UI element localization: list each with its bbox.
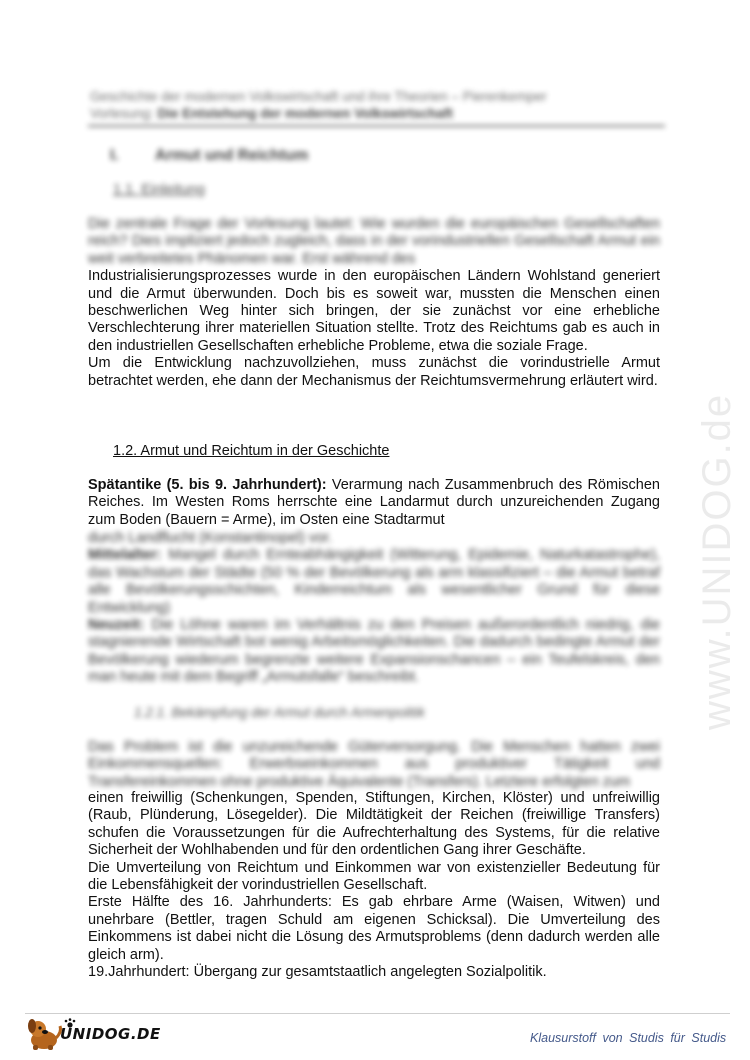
- spaetantike-continuation: durch Landflucht (Konstantinopel) vor.: [88, 530, 333, 546]
- problem-paragraph: [88, 790, 660, 981]
- dog-icon: [28, 1019, 61, 1050]
- logo-text: UNIDOG.DE: [60, 1025, 161, 1043]
- problem-text-1: einen freiwillig (Schenkungen, Spenden, Stiftungen, Kirchen, Klöster) und unfreiwillig (Raub, Plünderung, Lösegelder). Die Mildtätigkeit der Reichen (freiwillige Transfers) schufen die Voraussetzungen für die Aufrechterhaltung des Systems, für die relative Sicherheit der Wohlhabenden und für den ordentlichen Gang ihrer Geschäfte.: [88, 790, 660, 859]
- intro-text-blurred: Die zentrale Frage der Vorlesung lautet: Wie wurden die europäischen Gesellschaften reich? Dies impliziert jedoch zugleich, dass in der vorindustriellen Gesellschaft Armut ein weit verbreitetes Phänomen war. Erst während des: [88, 216, 660, 267]
- mittelalter-label: Mittelalter:: [88, 547, 162, 564]
- mittelalter-text: Mangel durch Ernteabhängigkeit (Witterung, Epidemie, Naturkatastrophe), das Wachstum der Städte (50 % der Bevölkerung als arm klassifiziert – die Armut betraf alle Bevölkerungsschichten, Kinderreichtum als wesentlicher Grund für diese Entwicklung): [88, 547, 660, 616]
- header-lecture-title: [90, 105, 665, 122]
- problem-paragraph-blurred: [88, 739, 660, 791]
- header-lecture-name: Die Entstehung der modernen Volkswirtschaft: [157, 106, 453, 121]
- problem-text-2: Die Umverteilung von Reichtum und Einkommen war von existenzieller Bedeutung für die Lebensfähigkeit der vorindustriellen Gesellschaft.: [88, 859, 660, 894]
- problem-text-3: Erste Hälfte des 16. Jahrhunderts: Es gab ehrbare Arme (Waisen, Witwen) und unehrbare (Bettler, tragen Schuld am eigenen Schicksal). Die Umverteilung des Einkommens ist dabei nicht die Lösung des Armutsproblems (denn dadurch werden alle gleich arm).: [88, 894, 660, 963]
- section-title: Armut und Reichtum: [155, 147, 309, 164]
- problem-text-4: 19.Jahrhundert: Übergang zur gesamtstaatlich angelegten Sozialpolitik.: [88, 964, 547, 981]
- footer-divider: [25, 1013, 730, 1014]
- intro-text: Industrialisierungsprozesses wurde in den europäischen Ländern Wohlstand generiert und die Armut überwunden. Doch bis es soweit war, mussten die Menschen einen beschwerlichen Weg hinter sich bringen, der sie zunächst vor eine erhebliche Verschlechterung ihrer materiellen Situation stellte. Trotz des Reichtums gab es auch in den industriellen Gesellschaften erhebliche Probleme, etwa die soziale Frage.: [88, 268, 660, 354]
- subsubsection-heading-armenpolitik: [134, 705, 425, 720]
- history-paragraph-blurred: [88, 530, 660, 687]
- header-divider: [88, 125, 665, 127]
- footer-tagline: Klausurstoff von Studis für Studis: [530, 1031, 727, 1045]
- subsubsection-title: Bekämpfung der Armut durch Armenpolitik: [171, 705, 425, 720]
- subsubsection-number: 1.2.1.: [134, 705, 172, 720]
- header-lecture-prefix: Vorlesung:: [90, 106, 158, 121]
- spaetantike-label: Spätantike (5. bis 9. Jahrhundert):: [88, 477, 327, 493]
- header-course-title: Geschichte der modernen Volkswirtschaft und ihre Theorien – Pierenkemper: [90, 89, 547, 104]
- running-header: [90, 88, 665, 122]
- intro-text-2: Um die Entwicklung nachzuvollziehen, muss zunächst die vorindustrielle Armut betrachtet werden, ehe dann der Mechanismus der Reichtumsvermehrung erläutert wird.: [88, 355, 660, 389]
- neuzeit-text: Die Löhne waren im Verhältnis zu den Preisen außerordentlich niedrig, die stagnierende Wirtschaft bot wenig Arbeitsmöglichkeiten. Die dadurch bedingte Armut der Bevölkerung wiederum begrenzte weitere Expansionschancen – ein Teufelskreis, den man heute mit dem Begriff „Armutsfalle“ beschreibt.: [88, 617, 660, 686]
- subsection-heading-einleitung: 1.1. Einleitung: [113, 182, 205, 198]
- neuzeit-label: Neuzeit:: [88, 617, 145, 634]
- section-number: I.: [110, 147, 119, 164]
- subsection-heading-geschichte: 1.2. Armut und Reichtum in der Geschichte: [113, 443, 390, 459]
- section-heading: [110, 147, 308, 165]
- spaetantike-paragraph: [88, 477, 660, 529]
- problem-text-blurred: Das Problem ist die unzureichende Güterversorgung. Die Menschen hatten zwei Einkommensquellen: Erwerbseinkommen aus produktiver Tätigkeit und Transfereinkommen ohne produktive Äquivalente (Transfers). Letztere erfolgten zum: [88, 739, 660, 790]
- spaetantike-text: Verarmung nach Zusammenbruch des Römischen Reiches. Im Westen Roms herrschte eine Landarmut durch unzureichenden Zugang zum Boden (Bauern = Arme), im Osten eine Stadtarmut: [88, 477, 660, 528]
- intro-paragraph: [88, 216, 660, 390]
- watermark: www.UNIDOG.de: [695, 392, 739, 730]
